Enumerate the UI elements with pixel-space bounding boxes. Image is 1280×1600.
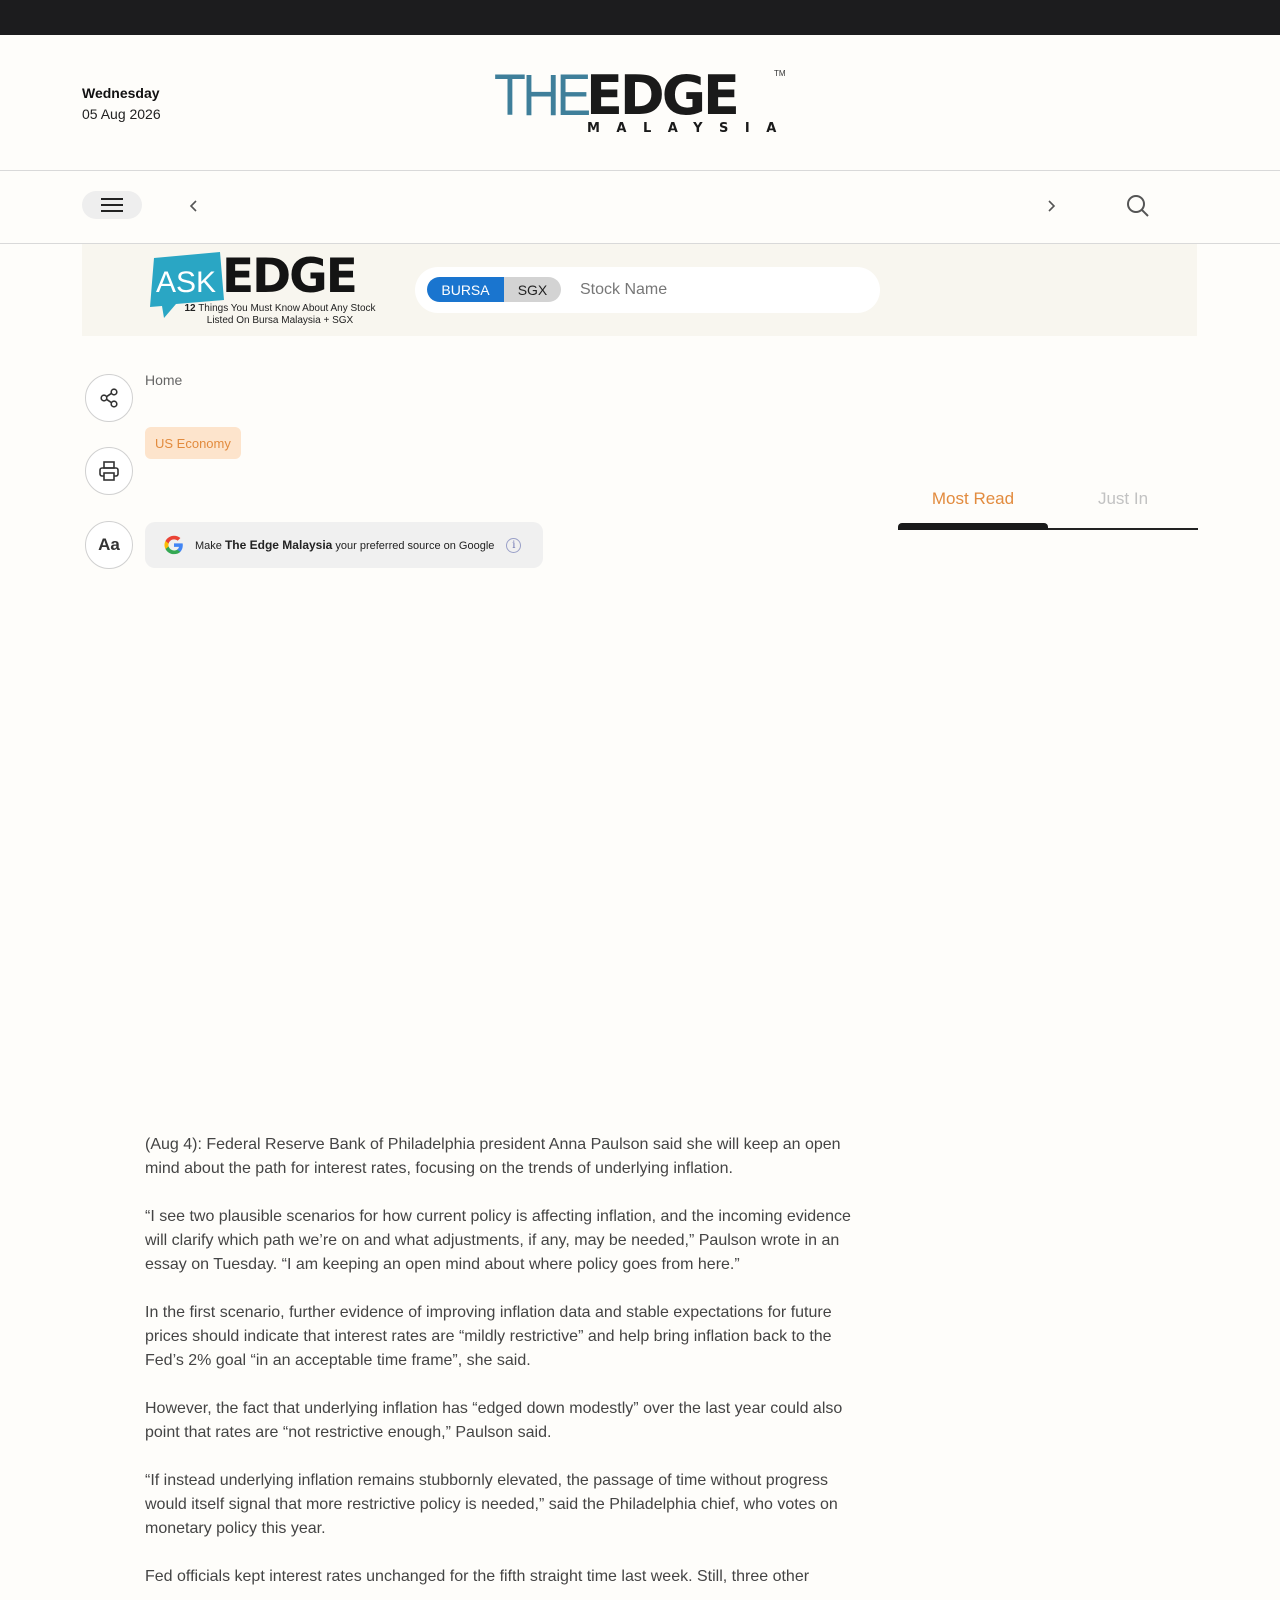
google-pref-prefix: Make [195,540,225,552]
tab-most-read[interactable]: Most Read [931,489,1015,508]
exchange-toggle [427,277,561,302]
category-tag[interactable]: US Economy [145,427,241,459]
font-size-button[interactable] [85,521,133,569]
printer-icon [98,460,120,482]
breadcrumb-home[interactable]: Home [145,372,183,388]
tagline-line1: Things You Must Know About Any Stock [195,303,376,314]
hamburger-icon [101,197,123,213]
chevron-right-icon[interactable] [1041,193,1061,219]
search-icon[interactable] [1124,191,1152,221]
nav-bar [0,171,1280,244]
tab-bursa[interactable]: BURSA [427,277,504,302]
article-paragraph: In the first scenario, further evidence of improving inflation data and stable expectations for future prices should indicate that interest rates are “mildly restrictive” and help bring inflation back to the Fed’s 2% goal “in an acceptable time frame”, she said. [145,1304,832,1369]
ask-edge-word: EDGE [222,249,356,304]
ask-edge-tagline [182,303,378,327]
sidebar-tabs [898,478,1198,530]
print-button[interactable] [85,447,133,495]
site-logo[interactable] [494,63,794,139]
article-paragraph: “I see two plausible scenarios for how current policy is affecting inflation, and the incoming evidence will clarify which path we’re on and what adjustments, if any, may be needed,” Paulson wrote in an essay on Tuesday. “I am keeping an open mind about where policy goes from here.” [145,1208,851,1273]
stock-search-box [415,267,880,313]
logo-the: THE [494,63,588,128]
stock-name-input[interactable] [580,275,860,305]
article-paragraph: Fed officials kept interest rates unchanged for the fifth straight time last week. Still, three other [145,1568,810,1585]
chevron-left-icon[interactable] [184,193,204,219]
ask-word: ASK [156,266,217,299]
info-icon[interactable]: i [506,538,521,553]
top-bar [0,0,1280,35]
logo-edge: EDGE [586,64,737,127]
share-icon [98,387,120,409]
current-date: 05 Aug 2026 [82,106,161,122]
logo-country: MALAYSIA [587,121,793,136]
tab-sgx[interactable]: SGX [504,277,561,302]
ask-edge-banner [82,244,1197,336]
google-pref-brand: The Edge Malaysia [224,538,333,552]
active-tab-indicator [898,523,1048,530]
google-preferred-source-button[interactable] [145,522,543,568]
site-header [0,35,1280,171]
google-pref-suffix: your preferred source on Google [332,540,495,552]
current-day: Wednesday [82,85,160,101]
tagline-line2: Listed On Bursa Malaysia + SGX [206,315,354,326]
menu-button[interactable] [82,191,142,219]
google-icon [163,534,185,556]
share-button[interactable] [85,374,133,422]
logo-trademark: TM [774,69,786,78]
google-pref-text [195,538,494,552]
font-size-label: Aa [98,535,120,554]
article-paragraph: However, the fact that underlying inflation has “edged down modestly” over the last year could also point that rates are “not restrictive enough,” Paulson said. [145,1400,843,1441]
article-paragraph: (Aug 4): Federal Reserve Bank of Philadelphia president Anna Paulson said she will keep an open mind about the path for interest rates, focusing on the trends of underlying inflation. [145,1136,841,1177]
article-paragraph: “If instead underlying inflation remains stubbornly elevated, the passage of time without progress would itself signal that more restrictive policy is needed,” said the Philadelphia chief, who votes on monetary policy this year. [145,1472,838,1537]
tab-just-in[interactable]: Just In [1097,489,1149,508]
article-body [145,1133,857,1600]
tagline-number: 12 [184,303,196,314]
